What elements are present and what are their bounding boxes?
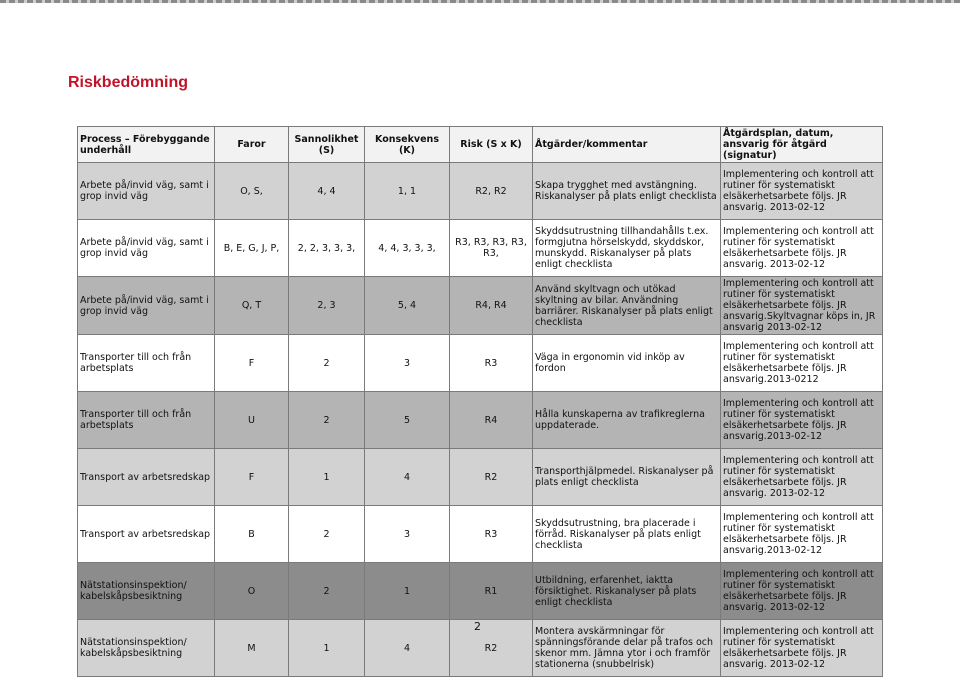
risk-cell: R3 [450, 335, 533, 392]
plan-cell: Implementering och kontroll att rutiner för systematiskt elsäkerhetsarbete följs. JR ansvarig.2013-0212 [721, 335, 883, 392]
sannolikhet-cell: 2 [289, 335, 365, 392]
header-atgarder: Åtgärder/kommentar [533, 127, 721, 163]
atgarder-cell: Skyddsutrustning, bra placerade i förråd. Riskanalyser på plats enligt checklista [533, 506, 721, 563]
sannolikhet-cell: 2 [289, 506, 365, 563]
konsekvens-cell: 4 [365, 449, 450, 506]
konsekvens-cell: 4, 4, 3, 3, 3, [365, 220, 450, 277]
table-row [78, 563, 883, 620]
atgarder-cell: Väga in ergonomin vid inköp av fordon [533, 335, 721, 392]
sannolikhet-cell: 2, 3 [289, 277, 365, 335]
plan-cell: Implementering och kontroll att rutiner för systematiskt elsäkerhetsarbete följs. JR ansvarig. 2013-02-12 [721, 163, 883, 220]
process-cell: Transporter till och från arbetsplats [78, 392, 215, 449]
konsekvens-cell: 3 [365, 335, 450, 392]
risk-cell: R3, R3, R3, R3, R3, [450, 220, 533, 277]
header-atgardsplan: Åtgärdsplan, datum, ansvarig för åtgärd (signatur) [721, 127, 883, 163]
plan-cell: Implementering och kontroll att rutiner för systematiskt elsäkerhetsarbete följs. JR ansvarig.2013-02-12 [721, 392, 883, 449]
risk-cell: R2 [450, 620, 533, 677]
risk-cell: R2 [450, 449, 533, 506]
sannolikhet-cell: 1 [289, 620, 365, 677]
risk-cell: R4, R4 [450, 277, 533, 335]
plan-cell: Implementering och kontroll att rutiner för systematiskt elsäkerhetsarbete följs. JR ansvarig. 2013-02-12 [721, 449, 883, 506]
atgarder-cell: Skyddsutrustning tillhandahålls t.ex. formgjutna hörselskydd, skyddskor, munskydd. Riskanalyser på plats enligt checklista [533, 220, 721, 277]
process-cell: Transport av arbetsredskap [78, 506, 215, 563]
header-process: Process – Förebyggande underhåll [78, 127, 215, 163]
header-row [78, 127, 883, 163]
header-konsekvens: Konsekvens (K) [365, 127, 450, 163]
faror-cell: B, E, G, J, P, [215, 220, 289, 277]
sannolikhet-cell: 2, 2, 3, 3, 3, [289, 220, 365, 277]
risk-cell: R3 [450, 506, 533, 563]
plan-cell: Implementering och kontroll att rutiner för systematiskt elsäkerhetsarbete följs. JR ansvarig.Skyltvagnar köps in, JR ansvarig 2013-02-12 [721, 277, 883, 335]
page-number: 2 [474, 620, 481, 633]
plan-cell: Implementering och kontroll att rutiner för systematiskt elsäkerhetsarbete följs. JR ansvarig. 2013-02-12 [721, 563, 883, 620]
sannolikhet-cell: 2 [289, 392, 365, 449]
atgarder-cell: Montera avskärmningar för spänningsförande delar på trafos och skenor mm. Jämna ytor i och framför stationerna (snubbelrisk) [533, 620, 721, 677]
process-cell: Nätstationsinspektion/ kabelskåpsbesiktning [78, 620, 215, 677]
faror-cell: M [215, 620, 289, 677]
konsekvens-cell: 1 [365, 563, 450, 620]
konsekvens-cell: 4 [365, 620, 450, 677]
faror-cell: Q, T [215, 277, 289, 335]
header-sannolikhet: Sannolikhet (S) [289, 127, 365, 163]
table-row [78, 392, 883, 449]
header-faror: Faror [215, 127, 289, 163]
faror-cell: F [215, 449, 289, 506]
process-cell: Nätstationsinspektion/ kabelskåpsbesiktning [78, 563, 215, 620]
faror-cell: O, S, [215, 163, 289, 220]
faror-cell: F [215, 335, 289, 392]
process-cell: Arbete på/invid väg, samt i grop invid väg [78, 220, 215, 277]
atgarder-cell: Använd skyltvagn och utökad skyltning av bilar. Användning barriärer. Riskanalyser på plats enligt checklista [533, 277, 721, 335]
risk-cell: R2, R2 [450, 163, 533, 220]
page-title: Riskbedömning [68, 74, 189, 91]
table-row [78, 449, 883, 506]
plan-cell: Implementering och kontroll att rutiner för systematiskt elsäkerhetsarbete följs. JR ansvarig. 2013-02-12 [721, 220, 883, 277]
table-row [78, 220, 883, 277]
table-row [78, 335, 883, 392]
plan-cell: Implementering och kontroll att rutiner för systematiskt elsäkerhetsarbete följs. JR ansvarig.2013-02-12 [721, 506, 883, 563]
sannolikhet-cell: 4, 4 [289, 163, 365, 220]
table-row [78, 277, 883, 335]
top-rule [0, 0, 960, 3]
risk-table [77, 126, 883, 677]
atgarder-cell: Hålla kunskaperna av trafikreglerna uppdaterade. [533, 392, 721, 449]
table-row [78, 163, 883, 220]
atgarder-cell: Transporthjälpmedel. Riskanalyser på plats enligt checklista [533, 449, 721, 506]
faror-cell: U [215, 392, 289, 449]
konsekvens-cell: 1, 1 [365, 163, 450, 220]
atgarder-cell: Utbildning, erfarenhet, iaktta försiktighet. Riskanalyser på plats enligt checklista [533, 563, 721, 620]
process-cell: Arbete på/invid väg, samt i grop invid väg [78, 163, 215, 220]
risk-cell: R4 [450, 392, 533, 449]
konsekvens-cell: 5 [365, 392, 450, 449]
sannolikhet-cell: 2 [289, 563, 365, 620]
konsekvens-cell: 5, 4 [365, 277, 450, 335]
konsekvens-cell: 3 [365, 506, 450, 563]
faror-cell: O [215, 563, 289, 620]
plan-cell: Implementering och kontroll att rutiner för systematiskt elsäkerhetsarbete följs. JR ansvarig. 2013-02-12 [721, 620, 883, 677]
faror-cell: B [215, 506, 289, 563]
process-cell: Arbete på/invid väg, samt i grop invid väg [78, 277, 215, 335]
risk-cell: R1 [450, 563, 533, 620]
table-row [78, 506, 883, 563]
process-cell: Transport av arbetsredskap [78, 449, 215, 506]
sannolikhet-cell: 1 [289, 449, 365, 506]
process-cell: Transporter till och från arbetsplats [78, 335, 215, 392]
atgarder-cell: Skapa trygghet med avstängning. Riskanalyser på plats enligt checklista [533, 163, 721, 220]
header-risk: Risk (S x K) [450, 127, 533, 163]
